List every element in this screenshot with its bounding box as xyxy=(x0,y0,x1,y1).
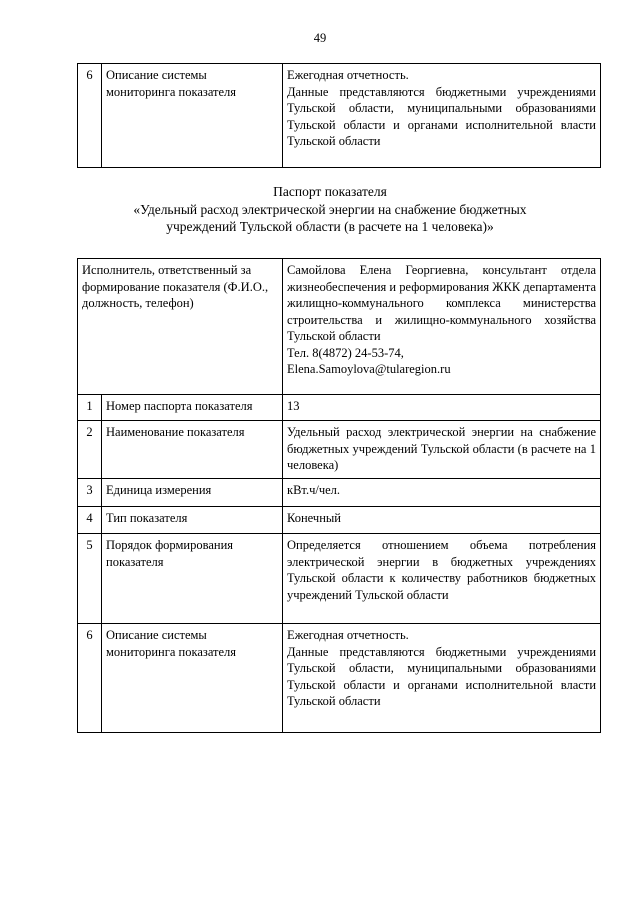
title-line-1: Паспорт показателя xyxy=(273,184,387,199)
table-row xyxy=(78,624,601,733)
table-row xyxy=(78,64,601,168)
row-label: Описание системы мониторинга показателя xyxy=(102,64,283,168)
row-number: 4 xyxy=(78,507,102,534)
row-value: Ежегодная отчетность. Данные представляются бюджетными учреждениями Тульской области, муниципальными образованиями Тульской области и органами исполнительной власти Тульской области xyxy=(283,64,601,168)
row-label: Номер паспорта показателя xyxy=(102,395,283,421)
table-row xyxy=(78,507,601,534)
row-value: 13 xyxy=(283,395,601,421)
row-value: Ежегодная отчетность. Данные представляются бюджетными учреждениями Тульской области, муниципальными образованиями Тульской области и органами исполнительной власти Тульской области xyxy=(283,624,601,733)
row-label: Наименование показателя xyxy=(102,421,283,479)
executor-name: Самойлова Елена Георгиевна, консультант отдела жизнеобеспечения и реформирования ЖКК департамента жилищно-коммунального комплекса министерства строительства и жилищно-коммунального хозяйства Тульской области xyxy=(287,263,597,343)
row-value: кВт.ч/чел. xyxy=(283,479,601,507)
table-row xyxy=(78,479,601,507)
executor-row xyxy=(78,259,601,395)
table-row xyxy=(78,534,601,624)
row-label: Тип показателя xyxy=(102,507,283,534)
row-number: 5 xyxy=(78,534,102,624)
continued-table xyxy=(77,63,601,168)
executor-email: Elena.Samoylova@tularegion.ru xyxy=(287,362,451,376)
executor-value xyxy=(283,259,601,395)
row-label: Описание системы мониторинга показателя xyxy=(102,624,283,733)
row-value: Определяется отношением объема потребления электрической энергии в бюджетных учреждениях Тульской области к количеству работников бюджетных учреждений Тульской области xyxy=(283,534,601,624)
row-value: Удельный расход электрической энергии на снабжение бюджетных учреждений Тульской области (в расчете на 1 человека) xyxy=(283,421,601,479)
executor-phone: Тел. 8(4872) 24-53-74, xyxy=(287,345,404,360)
executor-label: Исполнитель, ответственный за формирование показателя (Ф.И.О., должность, телефон) xyxy=(78,259,283,395)
table-row xyxy=(78,421,601,479)
passport-title xyxy=(60,183,600,236)
title-line-3: учреждений Тульской области (в расчете на 1 человека)» xyxy=(166,219,494,235)
title-line-2: «Удельный расход электрической энергии на снабжение бюджетных xyxy=(133,201,527,217)
row-label: Единица измерения xyxy=(102,479,283,507)
row-value: Конечный xyxy=(283,507,601,534)
row-label: Порядок формирования показателя xyxy=(102,534,283,624)
table-row xyxy=(78,395,601,421)
row-number: 2 xyxy=(78,421,102,479)
row-number: 6 xyxy=(78,64,102,168)
row-number: 3 xyxy=(78,479,102,507)
passport-table xyxy=(77,258,601,733)
row-number: 6 xyxy=(78,624,102,733)
page-number: 49 xyxy=(313,31,327,45)
row-number: 1 xyxy=(78,395,102,421)
